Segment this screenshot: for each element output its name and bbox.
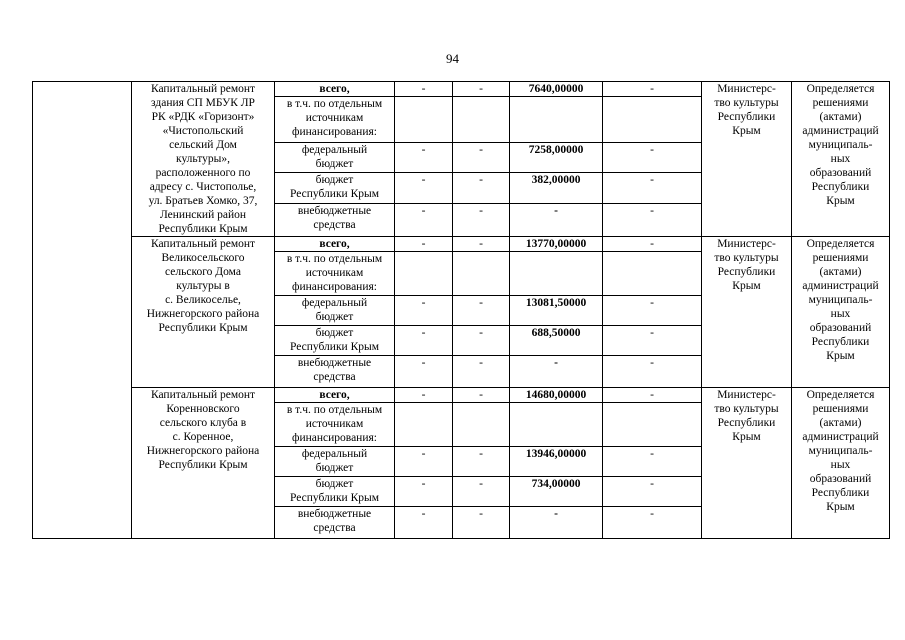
federal-budget-label-line: федеральный [301, 143, 368, 156]
extra-budget-value-text: - [650, 508, 654, 520]
federal-budget-value-text: - [421, 448, 426, 460]
total-value [453, 237, 510, 252]
extra-budget-value-text: - [421, 205, 426, 218]
executor-line: Республики [717, 111, 776, 123]
note-line: образований [809, 322, 872, 334]
federal-budget-value-text: - [650, 448, 654, 460]
extra-budget-label-line: средства [313, 522, 356, 534]
note-line: Республики [811, 487, 870, 499]
republic-budget-value [603, 173, 702, 204]
republic-budget-label [275, 326, 395, 356]
federal-budget-label-line: федеральный [301, 448, 368, 460]
table-row [33, 237, 890, 252]
funding-table [32, 81, 890, 539]
note-line: Крым [826, 350, 855, 362]
project-description-line: с. Коренное, [172, 431, 234, 443]
federal-budget-value [510, 447, 603, 477]
extra-budget-label [275, 356, 395, 388]
total-value-text: - [650, 389, 654, 401]
including-label-line: в т.ч. по отдельным [286, 253, 383, 265]
republic-budget-value-text: - [479, 327, 483, 339]
extra-budget-value [510, 204, 603, 237]
project-description-line: Республики Крым [158, 322, 248, 334]
note-line: муниципаль- [808, 294, 873, 306]
including-label-line: финансирования: [292, 281, 377, 293]
federal-budget-value [453, 142, 510, 173]
republic-budget-label-line: бюджет [315, 327, 354, 339]
total-value-text: - [421, 389, 426, 401]
extra-budget-value [453, 507, 510, 539]
note-line: Определяется [806, 83, 875, 95]
extra-budget-value-text: - [421, 357, 426, 369]
including-label-line: источникам [305, 267, 364, 279]
project-description-line: Капитальный ремонт [150, 389, 256, 401]
including-label [275, 252, 395, 296]
note [792, 237, 890, 388]
note-line: Определяется [806, 238, 875, 250]
total-value [453, 388, 510, 403]
project-description-line: культуры в [176, 280, 230, 292]
extra-budget-value-text: - [554, 508, 558, 520]
note-line: (актами) [819, 266, 862, 278]
note-line: ных [830, 308, 851, 320]
empty-cell [603, 252, 702, 296]
federal-budget-label [275, 447, 395, 477]
project-description-line: с. Великоселье, [165, 294, 241, 306]
note-line: Крым [826, 501, 855, 513]
republic-budget-value [453, 326, 510, 356]
executor-line: тво культуры [714, 252, 779, 264]
federal-budget-value-text: 7258,00000 [528, 143, 584, 156]
federal-budget-value [603, 447, 702, 477]
executor-line: Республики [717, 417, 776, 429]
republic-budget-value-text: - [650, 327, 654, 339]
including-label-line: источникам [305, 112, 364, 125]
federal-budget-value [603, 296, 702, 326]
executor-line: Крым [732, 125, 761, 137]
federal-budget-value-text: - [421, 297, 426, 309]
republic-budget-value-text: - [479, 174, 483, 187]
total-label [275, 82, 395, 97]
note-line: (актами) [819, 111, 862, 123]
total-value-text: 7640,00000 [528, 83, 584, 95]
total-label-text: всего, [319, 238, 350, 250]
federal-budget-value-text: - [650, 297, 654, 309]
total-label-text: всего, [319, 83, 350, 95]
empty-cell [395, 403, 453, 447]
executor-line: Республики [717, 266, 776, 278]
republic-budget-value [395, 326, 453, 356]
total-value-text: - [479, 83, 483, 95]
federal-budget-value-text: - [650, 143, 654, 156]
federal-budget-label-line: бюджет [315, 462, 354, 474]
project-description-line: Капитальный ремонт [150, 238, 256, 250]
total-value [603, 388, 702, 403]
extra-budget-value [510, 507, 603, 539]
federal-budget-value-text: 13081,50000 [525, 297, 587, 309]
note-line: (актами) [819, 417, 862, 429]
extra-budget-value [453, 204, 510, 237]
empty-cell [510, 97, 603, 142]
total-value-text: - [650, 83, 654, 95]
total-value [603, 82, 702, 97]
federal-budget-value [510, 142, 603, 173]
project-description-line: «Чистопольский [162, 125, 244, 137]
republic-budget-value [603, 477, 702, 507]
project-description-line: адресу с. Чистополье, [149, 181, 257, 193]
extra-budget-value [453, 356, 510, 388]
federal-budget-value [510, 296, 603, 326]
project-description-line: Республики Крым [158, 459, 248, 471]
project-description-line: культуры», [176, 153, 230, 165]
extra-budget-label-line: внебюджетные [297, 357, 372, 369]
republic-budget-value [510, 477, 603, 507]
federal-budget-value-text: - [479, 297, 483, 309]
extra-budget-value-text: - [650, 205, 654, 218]
project-description-line: Республики Крым [158, 223, 248, 235]
note-line: образований [809, 473, 872, 485]
note-line: решениями [812, 97, 869, 109]
note-line: Определяется [806, 389, 875, 401]
executor-line: тво культуры [714, 403, 779, 415]
project-description-line: Капитальный ремонт [150, 83, 256, 95]
empty-cell [395, 97, 453, 142]
total-value-text: - [421, 83, 426, 95]
executor [702, 388, 792, 539]
executor-line: тво культуры [714, 97, 779, 109]
including-label [275, 403, 395, 447]
republic-budget-value-text: - [421, 478, 426, 490]
republic-budget-label-line: Республики Крым [290, 341, 379, 353]
note-line: администраций [802, 431, 879, 443]
total-value [395, 237, 453, 252]
federal-budget-value-text: 13946,00000 [525, 448, 587, 460]
total-label [275, 388, 395, 403]
total-value-text: 14680,00000 [525, 389, 587, 401]
total-value-text: - [479, 238, 483, 250]
note-line: Крым [826, 195, 855, 207]
extra-budget-value [395, 507, 453, 539]
project-description [132, 388, 275, 539]
federal-budget-value [453, 296, 510, 326]
republic-budget-label-line: Республики Крым [290, 188, 379, 201]
including-label-line: в т.ч. по отдельным [286, 98, 383, 111]
note-line: муниципаль- [808, 445, 873, 457]
republic-budget-label-line: бюджет [315, 478, 354, 490]
extra-budget-value [603, 356, 702, 388]
including-label [275, 97, 395, 142]
note-line: муниципаль- [808, 139, 873, 151]
total-value-text: - [650, 238, 654, 250]
extra-budget-value [510, 356, 603, 388]
project-description-line: Нижнегорского района [146, 308, 260, 320]
total-value-text: - [479, 389, 483, 401]
executor-line: Министерс- [717, 83, 776, 95]
extra-budget-value-text: - [650, 357, 654, 369]
project-description-line: Великосельского [161, 252, 245, 264]
project-description-line: ул. Братьев Хомко, 37, [148, 195, 258, 207]
note-line: ных [830, 459, 851, 471]
republic-budget-label [275, 173, 395, 204]
empty-cell [453, 97, 510, 142]
total-value [510, 237, 603, 252]
federal-budget-label-line: бюджет [315, 311, 354, 323]
extra-budget-value-text: - [554, 205, 558, 218]
total-value-text: 13770,00000 [525, 238, 587, 250]
total-value [453, 82, 510, 97]
republic-budget-label-line: Республики Крым [290, 492, 379, 504]
note-line: Республики [811, 181, 870, 193]
project-description-line: сельский Дом [169, 139, 237, 151]
republic-budget-value [395, 173, 453, 204]
extra-budget-value-text: - [554, 357, 558, 369]
empty-cell [453, 252, 510, 296]
total-label [275, 237, 395, 252]
republic-budget-value-text: - [479, 478, 483, 490]
note [792, 388, 890, 539]
empty-cell [453, 403, 510, 447]
republic-budget-value-text: - [650, 174, 654, 187]
extra-budget-label-line: средства [313, 371, 356, 383]
executor-line: Крым [732, 431, 761, 443]
project-description-line: Коренновского [166, 403, 240, 415]
federal-budget-value-text: - [479, 448, 483, 460]
total-value-text: - [421, 238, 426, 250]
including-label-line: в т.ч. по отдельным [286, 404, 383, 416]
extra-budget-value-text: - [479, 357, 483, 369]
republic-budget-value [453, 173, 510, 204]
note-line: решениями [812, 252, 869, 264]
note [792, 82, 890, 237]
federal-budget-value [395, 296, 453, 326]
note-line: ных [830, 153, 851, 165]
extra-budget-label-line: внебюджетные [297, 508, 372, 520]
republic-budget-value-text: - [421, 174, 426, 187]
project-description [132, 237, 275, 388]
including-label-line: финансирования: [292, 432, 377, 444]
extra-budget-label [275, 204, 395, 237]
empty-cell [603, 97, 702, 142]
empty-cell [603, 403, 702, 447]
note-line: образований [809, 167, 872, 179]
project-description-line: сельского Дома [165, 266, 241, 278]
republic-budget-value [510, 173, 603, 204]
note-line: Республики [811, 336, 870, 348]
federal-budget-value [603, 142, 702, 173]
extra-budget-value [395, 356, 453, 388]
federal-budget-value [453, 447, 510, 477]
federal-budget-label [275, 142, 395, 173]
federal-budget-value-text: - [421, 143, 426, 156]
republic-budget-value [453, 477, 510, 507]
republic-budget-value [395, 477, 453, 507]
extra-budget-value-text: - [479, 508, 483, 520]
total-label-text: всего, [319, 389, 350, 401]
republic-budget-value-text: - [421, 327, 426, 339]
page-number: 94 [446, 51, 459, 66]
note-line: администраций [802, 280, 879, 292]
note-line: решениями [812, 403, 869, 415]
republic-budget-value [603, 326, 702, 356]
including-label-line: источникам [305, 418, 364, 430]
federal-budget-value [395, 142, 453, 173]
project-description-line: РК «РДК «Горизонт» [151, 111, 255, 123]
extra-budget-value-text: - [421, 508, 426, 520]
blank-cell [33, 237, 132, 388]
republic-budget-label-line: бюджет [315, 174, 354, 187]
extra-budget-label-line: внебюджетные [297, 205, 372, 218]
project-description-line: Ленинский район [159, 209, 247, 221]
republic-budget-value-text: 688,50000 [531, 327, 581, 339]
extra-budget-value [603, 507, 702, 539]
extra-budget-value-text: - [479, 205, 483, 218]
project-description-line: Нижнегорского района [146, 445, 260, 457]
republic-budget-value-text: - [650, 478, 654, 490]
project-description-line: расположенного по [155, 167, 251, 179]
federal-budget-label [275, 296, 395, 326]
total-value [603, 237, 702, 252]
total-value [510, 82, 603, 97]
table-row [33, 82, 890, 97]
blank-cell [33, 388, 132, 539]
project-description-line: здания СП МБУК ЛР [151, 97, 255, 109]
executor-line: Крым [732, 280, 761, 292]
empty-cell [510, 252, 603, 296]
table-body [33, 82, 890, 539]
republic-budget-value [510, 326, 603, 356]
republic-budget-label [275, 477, 395, 507]
table-row [33, 388, 890, 403]
federal-budget-value-text: - [479, 143, 483, 156]
extra-budget-value [603, 204, 702, 237]
executor-line: Министерс- [717, 238, 776, 250]
extra-budget-label [275, 507, 395, 539]
federal-budget-label-line: бюджет [315, 157, 354, 170]
executor-line: Министерс- [717, 389, 776, 401]
total-value [395, 82, 453, 97]
extra-budget-value [395, 204, 453, 237]
project-description [132, 82, 275, 237]
including-label-line: финансирования: [292, 126, 377, 139]
republic-budget-value-text: 734,00000 [531, 478, 581, 490]
federal-budget-label-line: федеральный [301, 297, 368, 309]
empty-cell [510, 403, 603, 447]
empty-cell [395, 252, 453, 296]
extra-budget-label-line: средства [313, 219, 356, 232]
total-value [395, 388, 453, 403]
total-value [510, 388, 603, 403]
executor [702, 82, 792, 237]
federal-budget-value [395, 447, 453, 477]
republic-budget-value-text: 382,00000 [531, 174, 581, 187]
project-description-line: сельского клуба в [159, 417, 247, 429]
note-line: администраций [802, 125, 879, 137]
blank-cell [33, 82, 132, 237]
executor [702, 237, 792, 388]
